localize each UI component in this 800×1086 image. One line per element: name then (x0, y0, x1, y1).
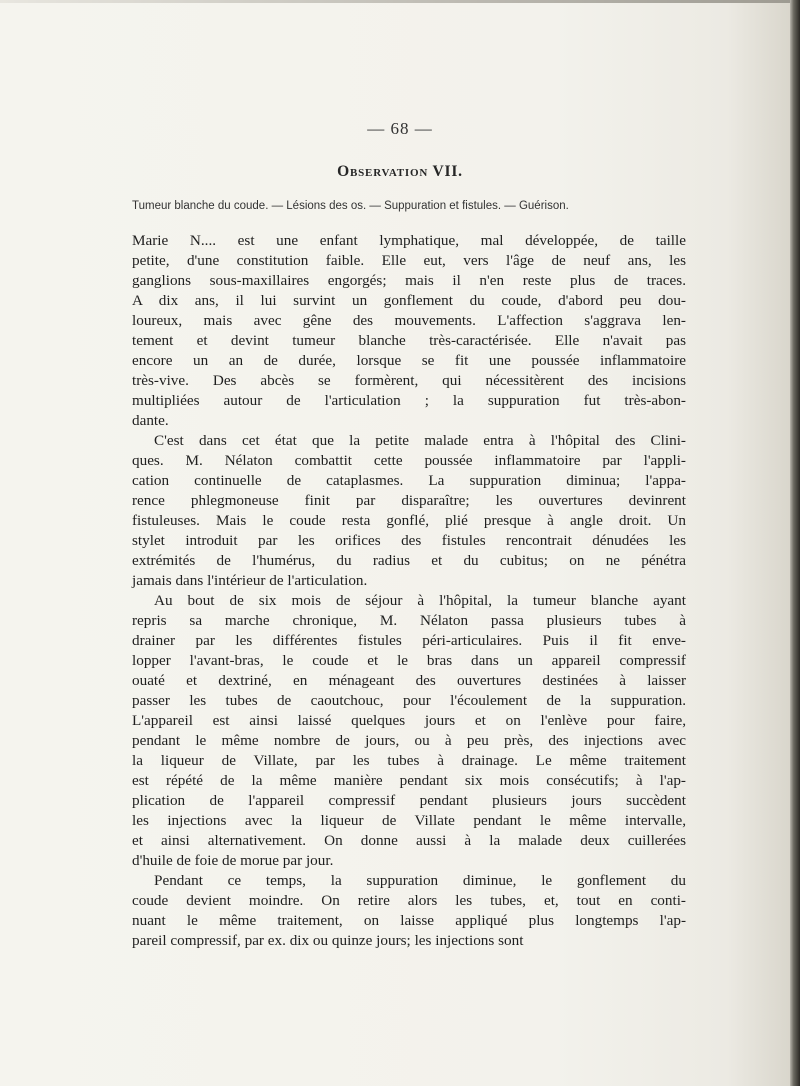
text-line: Pendant ce temps, la suppuration diminue, le gonflement du (154, 872, 686, 889)
text-line: multipliées autour de l'articulation ; la suppuration fut très-abon- (132, 392, 686, 409)
text-line: ques. M. Nélaton combattit cette poussée inflammatoire par l'appli- (132, 452, 686, 469)
text-line: extrémités de l'humérus, du radius et du cubitus; on ne pénétra (132, 552, 686, 569)
text-line: rence phlegmoneuse finit par disparaître; les ouvertures devinrent (132, 492, 686, 509)
text-line: petite, d'une constitution faible. Elle eut, vers l'âge de neuf ans, les (132, 252, 686, 269)
text-line: repris sa marche chronique, M. Nélaton passa plusieurs tubes à (132, 612, 686, 629)
text-line: Marie N.... est une enfant lymphatique, mal développée, de taille (132, 232, 686, 249)
text-line: pendant le même nombre de jours, ou à peu près, des injections avec (132, 732, 686, 749)
observation-title: Observation VII. (337, 163, 463, 180)
observation-subtitle: Tumeur blanche du coude. — Lésions des os. — Suppuration et fistules. — Guérison. (132, 200, 569, 212)
page-top-edge (0, 0, 800, 3)
paragraph (132, 871, 686, 951)
text-line: cation continuelle de cataplasmes. La suppuration diminua; l'appa- (132, 472, 686, 489)
paragraph (132, 591, 686, 871)
text-line: d'huile de foie de morue par jour. (132, 852, 334, 869)
text-line: lopper l'avant-bras, le coude et le bras dans un appareil compressif (132, 652, 686, 669)
text-line: la liqueur de Villate, par les tubes à drainage. Le même traitement (132, 752, 686, 769)
text-line: dante. (132, 412, 169, 429)
text-line: C'est dans cet état que la petite malade entra à l'hôpital des Clini- (154, 432, 686, 449)
text-line: encore un an de durée, lorsque se fit une poussée inflammatoire (132, 352, 686, 369)
text-line: nuant le même traitement, on laisse appliqué plus longtemps l'ap- (132, 912, 686, 929)
text-line: est répété de la même manière pendant six mois consécutifs; à l'ap- (132, 772, 686, 789)
text-line: jamais dans l'intérieur de l'articulation. (132, 572, 368, 589)
text-line: pareil compressif, par ex. dix ou quinze jours; les injections sont (132, 932, 524, 949)
text-line: et ainsi alternativement. On donne aussi à la malade deux cuillerées (132, 832, 686, 849)
text-line: plication de l'appareil compressif pendant plusieurs jours succèdent (132, 792, 686, 809)
paragraph (132, 431, 686, 591)
text-line: A dix ans, il lui survint un gonflement du coude, d'abord peu dou- (132, 292, 686, 309)
text-line: drainer par les différentes fistules péri-articulaires. Puis il fit enve- (132, 632, 686, 649)
text-line: coude devient moindre. On retire alors les tubes, et, tout en conti- (132, 892, 686, 909)
paragraph (132, 231, 686, 431)
text-line: tement et devint tumeur blanche très-caractérisée. Elle n'avait pas (132, 332, 686, 349)
text-line: ganglions sous-maxillaires engorgés; mais il n'en reste plus de traces. (132, 272, 686, 289)
text-line: Au bout de six mois de séjour à l'hôpital, la tumeur blanche ayant (154, 592, 686, 609)
text-line: ouaté et dextriné, en ménageant des ouvertures destinées à laisser (132, 672, 686, 689)
text-line: très-vive. Des abcès se formèrent, qui nécessitèrent des incisions (132, 372, 686, 389)
text-line: passer les tubes de caoutchouc, pour l'écoulement de la suppuration. (132, 692, 686, 709)
text-line: stylet introduit par les orifices des fistules rencontrait dénudées les (132, 532, 686, 549)
text-line: L'appareil est ainsi laissé quelques jours et on l'enlève pour faire, (132, 712, 686, 729)
text-line: loureux, mais avec gêne des mouvements. L'affection s'aggrava len- (132, 312, 686, 329)
text-line: les injections avec la liqueur de Villate pendant le même intervalle, (132, 812, 686, 829)
body-text (132, 231, 686, 951)
text-line: fistuleuses. Mais le coude resta gonflé, plié presque à angle droit. Un (132, 512, 686, 529)
page-number: — 68 — (367, 119, 433, 138)
